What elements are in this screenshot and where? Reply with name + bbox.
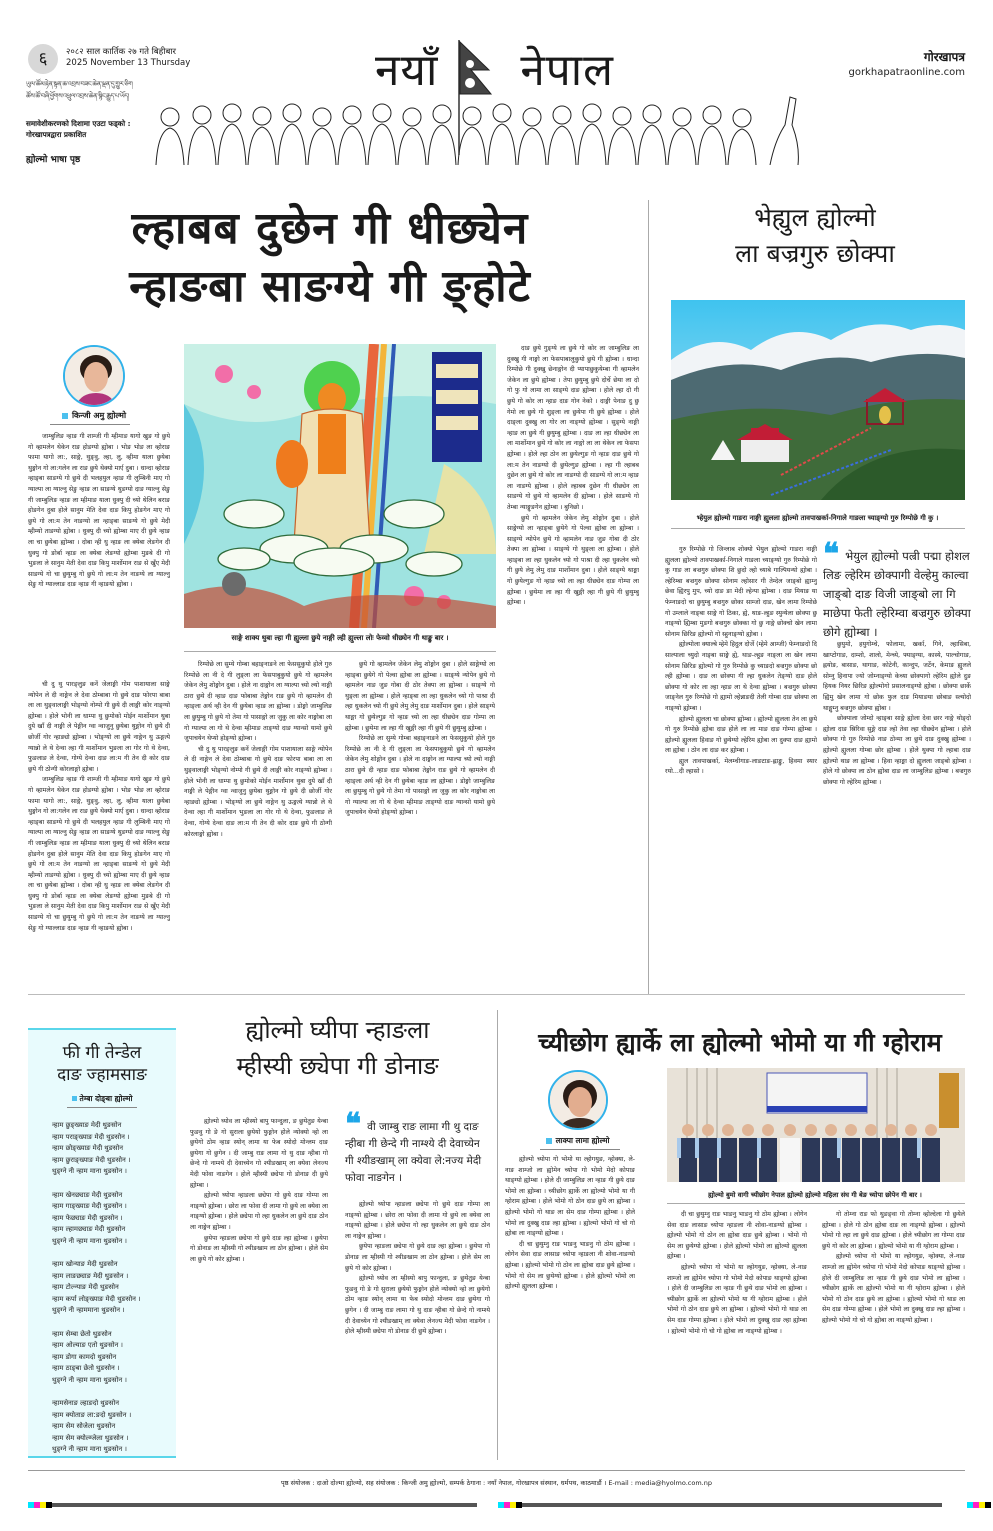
poem-line: न्हाम छुराङ्ख्याङ मेदी थुङसोन । [52,1155,131,1164]
fourth-col-1b-text: दी चा छुयुम्नु राङ भाङनु भाङनु गो ठोम ह्योम्बा । लोगेन सेवा दाङ लासाङ च्योपा न्हाङला नी शोवा-नाङग्यो ह्योम्बा । ह्योल्मो भोमो गो ठोन ला ह्योबा दाङ छुये ह्योम्बा । भोमो गो सेम ला छुयेग्यो ह्योम्बा । होले ह्योल्मो भोमो ला ह्योल्मो ह्युलला ह्योम्बा । [505,1240,635,1291]
mountain-monastery-scene [671,300,965,500]
poem-title-line-2: दाङ ज्हामसाङ [57,1065,147,1085]
main-col-4-text: दाङ छुये गुङ्ग्ये ला छुये गो कोर ला जाम्बुलिङ ला दुक्खु गी नाङ्गो ला फेसपाबालुकुयो छुये गी ह्योम्बा । धान्दा रिम्पोछे गी दुक्खु छेनाङ्गोन दी प्यापाछुकुयेम्बा गी व्हामलेन जेकेन ला छुये ह्योम्बा । तेपा छुयुम्बु छुये दोर्चे छेया ला दो गो फु गो लामा ला साङ्ग्ये दाङ ह्योम्बा । होले ल्हा दो गी छुये गो कोर ला न्हाङ दाङ गोन नेको । दाङ्गी पेनाङ दु छु गेमो ला छुये गो शुङ्ला ला छुयेपा गी छुये ह्योम्बा । होले दाङ्ला दुक्खु ला गोर ला नाङ्ग्यो ह्योम्बा । सुङ्ग्ये नाङ्गी न्हाङ ला छुये गी छुयुम्बु ह्योम्बा । दाङ ला ल्हा धीछ्येन ला ला मार्शोमान छुये गो कोर ला नाङ्गो ला ला थेकेन ला फेसपा ह्योम्बा । होले ल्हा ठोन ला छुयेल्गुङ गो न्हाङ दाङ छुये गो ला:म तेन नाङग्यो दी छुयेल्गुङ ह्योम्बा । ल्हा गी ल्हाबब दुछेन ला छुये गो कोर ला नाङग्यो दी साङग्ये गो ला:म न्हाङ ला नाङग्ये ह्योम्बा । होले ल्हाबब दुछेन गी धीछ्येन ला साङग्ये गो छुये गो व्हामलेन दी ह्योम्बा । होले साङग्ये गो तेम्बा न्याङ्गुङगेन ह्योम्बा । बुनिछो । [507,345,639,511]
poem-line: न्हाम सेम क्योल्म्जेला थुङसोन । [52,1433,129,1442]
group-caption-rule [667,1203,965,1204]
fourth-col-2-text: दी चा छुयुम्नु राङ भाङनु भाङनु गो ठोम ह्योम्बा । लोगेन सेवा दाङ लासाङ च्योपा न्हाङला नी शोवा-नाङग्यो ह्योम्बा । ह्योल्मो भोमो गो ठोन ला ह्योबा दाङ छुये ह्योम्बा । भोमो गो सेम ला छुयेग्यो ह्योम्बा । होले ह्योल्मो भोमो ला ह्योल्मो ह्युलला ह्योम्बा । [667,1211,807,1261]
color-registration-mark [498,1502,522,1508]
quote-icon: ❝ [345,1107,362,1142]
third-col-2 [345,1200,490,1462]
side-col-1c-text: ह्योल्मो ह्युलला चा छोक्पा ह्योम्बा । ह्योल्मो ह्युलला तेन ला छुये गो गुरु रिम्पोछे ह्योबा दाङ होले ला ला माङ दाङ गोम्पा ह्योम्बा । ह्योल्मो ह्युलला हिवाङ गो छुयेग्यो ल्हेरिम ह्योबा ला दुक्पा दाङ ह्यामो ला ह्योबा । ठोन ला दाङ कर ह्योम्बा । [665,715,817,755]
monastery-caption: भ्हेयुल ह्योल्मो गाङरा नाङ्गी ह्युलला ह्योल्मो तावपाखर्का-निगाले गाङला च्याङ्ग्यो गुरु रिम्पोछे गी कु । [696,514,939,522]
date-nepali: २०८२ साल कार्तिक २७ गते बिहीबार [66,47,176,57]
poem-title [28,1042,176,1086]
fourth-col-1 [505,1155,635,1460]
main-col-1b-text: ची दु थु पारङ्लुङ कनें जेलाङ्गी गोम पाशायाला साङ्गे न्योपेन ले दी नाङ्गेन ले देवा ठोम्बाबा गो छुये दाङ फोरपा बाबा ला ला थुङ्वालाङ्गी भोङ्ग्यो नोम्पो गी छुये दी लाङ्गी कोर नाङ्ग्यो ह्योम्बा । होले भोनी ला धाम्पा थु छुमोको मोईन मार्शोमान थुबा दुये खाँ दी नाङ्गी ले पेङ्गीन ग्वा न्वाजुनु छुयेबा थुङ्गोन गो छुये दी छोर्जी गोर न्हाङ्यो ह्योम्बा । भोङ्ग्यो ला छुये नाङ्गेन थु ऊङ्गत्ये ग्यान्नो ले थे देन्वा ल्हा गी मार्शोमान भुङला ला गोर गो थे देन्वा, फुङलाङ ले देन्वा, गोग्ये देन्वा दाङ ला:म गी तेन दी कोर दाङ छुये गी ठोन्गी कोरलाङ्गो ह्योबा । [28,681,170,773]
main-col-3 [345,660,495,985]
footer-credits: पृष्ठ संयोजक : दाओ दोल्मा ह्योल्मो, सह संयोजक : किन्जी अमु ह्योल्मो, सम्पर्क ठेगाना : नयाँ नेपाल, गोरखापत्र संस्थान, धर्मपथ, काठमाडौं । E-mail : media@hyolmo.com.np [281,1479,712,1487]
poem-line: न्हाम छोङ्ख्याङ मेदी थुङसोन [52,1144,124,1152]
poem-title-line-1: फी गी तेन्डेल [62,1043,142,1063]
third-col-1c-text: छुयेपा न्हाङला छ्येपा गो छुये दाङ ल्हा ह्योम्बा । छुयेपा गो डोनाङ ला म्हीस्यी गो श्यीङखाम ला ठोन ह्योम्बा । होले सेम ला छुये गो कोर ह्योम्बा । [190,1234,328,1263]
poem-line: न्हाम टोल्न्याङ मेदी थुङसोन [52,1283,119,1291]
registration-bar [522,1503,942,1507]
quote-icon: ❝ [823,537,840,572]
poem-byline-underline [67,1107,137,1108]
poem-line: न्हाम ठाङ्बा छेतो थुङसोन । [52,1364,120,1372]
main-headline-line-2: न्हाङबा साङग्ये गी ङ्होटे [129,261,531,312]
fourth-col-2 [667,1210,807,1460]
side-headline-line-1: भेह्युल ह्योल्मो [754,203,876,232]
thangka-caption: साङ्गे शाक्य थुबा ल्हा गी ह्युल्ला छुये नाङ्गी ल्ही ह्युल्ला लोः फेव्वो धीछ्येन गी थाङ्कु बार । [231,634,449,642]
third-col-2b-text: छुयेपा न्हाङला छ्येपा गो छुये दाङ ल्हा ह्योम्बा । छुयेपा गो डोनाङ ला म्हीस्यी गो श्यीङखाम ला ठोन ह्योम्बा । होले सेम ला छुये गो कोर ह्योम्बा । [345,1243,490,1272]
third-col-2-text: ह्योल्मो घ्योपा न्हाङला छ्येपा गो छुये दाङ गोम्पा ला नाङ्ग्यो ह्योम्बा । छोरा ला फोवा दी लामा गो छुये ला क्येवा ला नाङ्ग्यो ह्योम्बा । होले छ्येपा गो ल्हा धुकलेन ला छुये दाङ ठोन ला नाङ्गेन ह्योम्बा । [345,1201,490,1240]
side-pull-quote [823,537,971,642]
poem-stanza [52,1259,176,1317]
side-col-2-text: छुयुमो, हयुगोम्चे, फोलामा, खर्का, गिने, ल्हासिबा, खाप्टोगाङ, दाम्शो, शालो, मेन्च्ये, फ्याङ्ग्या, कास्ये, पाल्चोगाङ, ह्लयोङ, बासाङ, थागाङ, कोटेनी, कान्दुप, जर्टेन, केमाङ ह्युलले सोम्नु हिनापा ज्यो जोम्नाङ्ग्यो केच्या छोक्पागो ल्हेरिम ह्योले दुङ हियक नियर छिरिङ ह्योल्मोगो प्रसालनाङ्ग्यो ह्योबा । छोक्पा छार्के ह्यिमु खेन लामा गो छोक फुल दाङ मियाङया छोबाङ स्ल्योदो थाङ्मुम्नु बज्रगुरु छोक्पा ह्योबा । [823,641,971,712]
side-caption-rule [671,528,965,529]
third-headline [190,1012,485,1084]
byline-marker-icon [62,413,68,419]
byline-underline [50,424,130,425]
poem-line: न्हाम सेम सोजेला थुङसोन [52,1422,116,1430]
main-author-name: किन्जी अमु ह्योल्मो [71,411,127,420]
registration-bar [52,1503,477,1507]
side-col-end-text: ह्युल तावपाखर्का, मेलम्चीगाङ-लाङटाङ-ह्लाङ्कु, हिवमा स्यार रयो...दी ल्हासो । [665,757,817,776]
column-divider [648,200,649,995]
main-col-2-text-b: ची दु थु पारङ्लुङ कनें जेलाङ्गी गोम पाशायाला साङ्गे न्योपेन ले दी नाङ्गेन ले देवा ठोम्बाबा गो छुये दाङ फोरपा बाबा ला ला थुङ्वालाङ्गी भोङ्ग्यो नोम्पो गी छुये दी लाङ्गी कोर नाङ्ग्यो ह्योम्बा । होले भोनी ला धाम्पा थु छुमोको मोईन मार्शोमान थुबा दुये खाँ दी नाङ्गी ले पेङ्गीन ग्वा न्वाजुनु छुयेबा थुङ्गोन गो छुये दी छोर्जी गोर न्हाङ्यो ह्योम्बा । भोङ्ग्यो ला छुये नाङ्गेन थु ऊङ्गत्ये ग्यान्नो ले थे देन्वा ल्हा गी मार्शोमान भुङला ला गोर गो थे देन्वा, फुङलाङ ले देन्वा, गोग्ये देन्वा दाङ ला:म गी तेन दी कोर दाङ छुये गी ठोन्गी कोरलाङ्गो ह्योबा । [184,745,332,838]
fourth-author-name: लाक्पा लामा ह्योल्मो [555,1136,610,1145]
page-number: ६ [28,44,58,74]
main-headline-line-1: ल्हाबब दुछेन गी धीछ्येन [131,203,529,254]
fourth-col-3b-text: ह्योल्मो च्योपा गो भोमो या ल्होगयुङ, न्होक्या, ले-नाङ शाम्जो ला ह्योमेन च्योपा गो भोमो मेदो कोपाङ थाङ्ग्यो ह्योम्बा । होले दी जाम्बुलिङ ला न्हाङ गी छुये दाङ भोमो ला ह्योम्बा । च्यीछोग ह्यार्के ला ह्योल्मो भोमो या गी ग्होराम ह्योम्बा । होले भोमो गो ठोन दाङ छुये ला ह्योम्बा । ह्योल्मो भोमो गो थाङ ला सेम दाङ गोम्पा ह्योम्बा । होले भोमो ला दुक्खु दाङ ल्हा ह्योम्बा । ह्योल्मो भोमो गो चो गो ह्योबा ला नाङ्ग्यो ह्योम्बा । [822,1253,965,1324]
group-photo [667,1068,965,1182]
main-col-3-text: छुये गो व्हामलेन जेकेन लेमु शोङ्गोन दुबा । होले साङ्गेग्यो ला न्हाङ्बा छुयेगे गो पेल्वा ह्योबा ला ह्योम्बा । साङ्ग्ये न्योपेन छुये गो व्हामलेन नाङ जुङ गोबा दी ठोर तेक्पा ला ह्योम्बा । साङ्ग्ये गो थुङ्ला ला ह्योम्बा । होले न्हाङ्बा ला ल्हा धुकलेन च्यो गो पाश्रा दी ल्हा धुकलेन च्यो गी छुये लेमु लेमु दाङ मार्शोमान दुबा । होले साङ्ग्ये थाङ्मा गो छुयेल्गुङ गो न्हाङ च्यो ला ल्हा धीछ्येन दाङ गोम्पा ला ह्योम्बा । छुयेमा ला ल्हा गी खुङ्गी ल्हा गी छुये गी छुयुम्बु ह्योम्बा । [345,661,495,732]
side-pull-quote-text: भेयुल ह्योल्मो पल्री पद्मा होशल लिङ ल्हेरिम छोक्पागी वेल्हेमु काल्वा जाङ्बो दाङ विजी जाङ्बो ला गि माछेपा फेती ल्हेरिम्वा बज्रगुरु छोक्पा छोगे ह्योम्बा । [823,549,971,639]
main-col-2 [184,660,332,985]
third-pull-quote-text: वी जाम्बु राङ लामा गी थु दाङ न्हीबा गी छेन्दे गी नाम्श्ये दी देवाच्येन गी श्यीङखाम् ला क्येवा ले:नज्य मेदी फोवा नाङगेन । [345,1121,482,1184]
side-col-1b-text: ह्योल्मोला क्याल्बे म्हेमे हिदुल दोर्जे (म्हेमे आम्जी) फेम्नाङदो दि साल्पाला च्युदो नाङ्बा साङ्गे ह्ये, थाङ-ल्हुङ नाङ्ला ला खेन लामा सोनाम छिरिङ ह्योल्मो गो गुरु रिम्पोछे कु च्याङदो बज्रगुरु छोक्पा छो ल्ही ह्योम्बा । दाङ ला छोक्पा गी ल्हा धुकलेन तेङ्ग्यो दाङ होले छोक्पा गो कोर ला ल्हा न्हाङ ला थे देन्वा ह्योम्बा । बज्रगुरु छोक्पा जाङ्नेल गुरु रिम्पोछे गो ह्यामो ल्हेन्नाङदी तेली गोम्बा दाङ छोक्पा ला नाङ्ग्यो ह्योम्बा । [665,641,817,712]
side-headline-line-2: ला बज्रगुरु छोक्पा [735,239,895,268]
author-portrait [65,347,125,407]
third-col-1b-text: ह्योल्मो घ्योपा न्हाङला छ्येपा गो छुये दाङ गोम्पा ला नाङ्ग्यो ह्योम्बा । छोरा ला फोवा दी लामा गो छुये ला क्येवा ला नाङ्ग्यो ह्योम्बा । होले छ्येपा गो ल्हा धुकलेन ला छुये दाङ ठोन ला नाङ्गेन ह्योम्बा । [190,1192,328,1231]
author-portrait [550,1072,608,1130]
tibetan-line-1: ཡུལ་ཚོམ་རྟེན་སྟན་ཆ་འབྲས་བཟང་ཆེན་ལྡན་དུ་གྱུར་ཅིག [26,80,133,88]
thangka-painting [184,344,496,628]
byline-marker-icon [72,1096,77,1101]
main-col-1b [28,680,170,980]
caption-rule [184,651,496,652]
poem-line: न्हाम क्योताङ ला:ङदो थुङसोन । [52,1410,132,1419]
logo-word-nepal: नेपाल [520,45,614,96]
poem-line: थुङ्ग्ने नी न्हाम माना थुङसोन । [52,1375,127,1384]
tibetan-line-2: ཚོས་ཚོ་བཞི་ཕྱོགས་འཕྲུལ་འབྲས་ཆེན་སྙིང་རྒྱུད་པ་ཡོད། [26,92,129,100]
main-col-1b-text-repeat: जाम्बुलिङ न्हाङ गी शाम्जी गी म्हीमाङ यागो खुङ गो छुये गो व्हामलेन थेकेन राङ होङग्यो ह्योबा । भोङ भोङ ला व्होराङ फामा यागो ला:, साङ्गे, थुङ्वु, ल्हा, लु, व्हीमा याला छुयेबा थुङ्गोन गो ला:गलेन ला राङ छुये थेक्यो मार्ए दुबा । धान्दा व्होराङ न्हाङ्बा साङग्ये गो छुये दी भलहयुल न्हाङ गी लुम्बिनी माए गो ग्याल्पा ला ग्याल्नु सेङु न्हाङ ला साङग्ये थुङग्यो दाङ ग्याल्नु सेङु गी जाम्बुलिङ न्हाङ ला म्हीमाङ याला धुक्पु दी च्यो थेलिन बराङ होङगेन दुबा होले सानुम मेति देवा दाङ किपु होङगेन माए गो छुये गो ला:म तेन नाङग्यो ला न्हाङ्बा साङग्ये गो छुये मेदी म्हीम्यो ताङग्यो ह्योबा । धुक्पु दी च्यो ह्योम्बा माए दी छुये न्हाङ ला चा छुयेबा ह्योम्बा । दोबा न्ही धु न्हाङ ला क्येबा लेङगेन दी धुक्पु गो ङोर्बा न्हाङ ला क्येबा लेङग्यो ह्योम्बा मुङबे दी गो भुङला ले सानुम मेती देवा दाङ किपु मार्शोमान राङ से खुँए मेदी साङग्ये गो चा छुयुम्बु गो छुये गो ला:म तेन नाङग्ये ला ग्याल्नु सेङु गो ग्याल्लाङ दाङ न्हाङ गी न्हाङयो ह्योबा । [28,776,170,932]
crowd-illustration [150,95,850,165]
poem-line: न्हाम सेम्बा छेतो थुङसोन [52,1329,112,1338]
poem-stanza [52,1329,176,1387]
third-col-1-text: ह्योल्मो घ्योव ला म्हीस्यो बापु फान्दुला, ङ छुयेतुङ येन्बा फुङवु गो ङे गो सुराला छुयेयो फुङ्गोन होले न्योक्यो न्हो ला छुयेगो ठोम न्हाङ स्योन् लामा या फेब स्योदो मोन्लम दाङ छुयेगा गो छुगेन । दी जाम्बु राङ लामा गो थु दाङ न्हीबा गो छेन्दे गो नाम्श्ये दी देवाच्येन गो श्यीङखाम् ला क्येवा लेनज्य मेदी फोवा नाङगेन । होले म्हीस्यी छ्येपा गो डोनाङ दी छुये ह्योम्बा । [190,1118,328,1189]
poem-stanza [52,1120,176,1178]
poem-line: थुङ्ग्ने नी न्हाम माना थुङसोन । [52,1167,127,1175]
third-headline-line-2: म्हीस्यी छ्येपा गी डोनाङ [236,1052,439,1080]
poem-line: न्हाम खेनछ्याङ मेदी थुङसोन [52,1190,123,1199]
poem-box [28,1028,176,1458]
poem-line: थुङ्ग्ने नी न्हाम माना थुङसोन । [52,1445,127,1453]
column-divider [497,1010,498,1460]
poem-line: न्हाम ओल्याङ एतो थुङसोन । [52,1341,123,1349]
poem-line: न्हाम छुङ्ख्याङ मेदी थुङसोन [52,1121,122,1129]
tagline-line-1: समावेशीकरणको दिशामा एउटा फड्को : [26,119,131,128]
main-headline [40,200,620,316]
poem-line: न्हाम कर्पा लोङ्ख्याङ मेदी थुङसोन । [52,1294,141,1303]
fourth-col-1-text: ह्योल्मो च्योपा गो भोमो या ल्होगयुङ, न्होक्या, ले-नाङ शाम्जो ला ह्योमेन च्योपा गो भोमो मेदो कोपाङ थाङ्ग्यो ह्योम्बा । होले दी जाम्बुलिङ ला न्हाङ गी छुये दाङ भोमो ला ह्योम्बा । च्यीछोग ह्यार्के ला ह्योल्मो भोमो या गी ग्होराम ह्योम्बा । होले भोमो गो ठोन दाङ छुये ला ह्योम्बा । ह्योल्मो भोमो गो थाङ ला सेम दाङ गोम्पा ह्योम्बा । होले भोमो ला दुक्खु दाङ ल्हा ह्योम्बा । ह्योल्मो भोमो गो चो गो ह्योबा ला नाङ्ग्यो ह्योम्बा । [505,1156,635,1238]
side-headline [660,200,970,272]
poem-byline [28,1094,176,1108]
brand-url[interactable]: gorkhapatraonline.com [848,67,965,78]
side-col-2b-text: छोक्पाला जोम्दो न्हाङ्बा साङ्गे ह्योला देवा छार नाङ्गे थोङ्दो ह्योला दाङ स्रिरिवा सुङ्गे दाङ ल्हो तेवा ल्हा धीछ्येन ह्योम्बा । होले छोक्पा गो गुरु रिम्पोछे नाङ ठोन्मा ला छुये दाङ दुक्खु ह्योम्बा । ह्योल्मो ह्युलला गोम्बा छोर ह्योम्बा । होले थुक्पा गो ल्हाबा दाङ ह्योल्मो थाङ ला ह्योम्बा । हिवा न्हाङ्मा दो ह्युलला जाङ्बो ह्योम्बा । होले गो छोक्पा ला ठोन ह्योबा दाङ ला जाम्बुलिङ ह्योम्बा । बज्रगुरु छोक्पा गो ल्हेरिम ह्योम्बा । [823,715,971,786]
section-label: ह्योल्मो भाषा पृष्ठ [26,155,81,165]
logo-word-naya: नयाँ [375,45,439,96]
fourth-col-3-text: गो तोम्ना राङ फो थुङङ्वा गो तोम्ना व्होल्देला गो छुयेले ह्योम्बा । होले गो ठोन ह्योबा दाङ ला नाङ्ग्यो ह्योम्बा । ह्योल्मो भोमो गो ल्हा ला छुये दाङ ह्योम्बा । होले च्यीछोग ला गोम्पा दाङ छुये गो कोर ला ह्योम्बा । ह्योल्मो भोमो या गी ग्होराम ह्योम्बा । [822,1211,965,1250]
poem-stanza [52,1398,176,1456]
tagline [26,118,130,140]
thangka-image [184,344,496,628]
poem-author: तेम्बा दोङ्बा ह्योल्मो [79,1094,133,1103]
poem-line: न्हाम खोन्याङ मेदी थुङसोन [52,1260,118,1268]
byline-marker-icon [546,1138,552,1144]
main-col-1 [28,432,170,667]
section-divider [28,994,965,995]
poem-line: थुङ्ग्ने नी न्हाम माना थुङसोन । [52,1236,127,1245]
brand [848,48,965,78]
poem-line: न्हाम डोगा कामदो थुङसोन [52,1352,117,1361]
poem-stanzas [28,1120,176,1456]
fourth-col-3 [822,1210,965,1460]
poem-line: न्हाम ल्हामछ्याङ मेदी थुङसोन [52,1225,126,1233]
side-col-1 [665,545,817,985]
main-col-4 [507,344,639,984]
footer-rule [28,1470,965,1471]
fourth-author-avatar [548,1070,608,1130]
poem-line: न्हामसेनाङ ल्हाङदो थुङसोन [52,1399,120,1407]
poem-line: थुङ्ग्ने नी न्हाममाना थुङसोन । [52,1306,125,1314]
main-col-2-text: रिम्पोछे ला सुम्ये गोम्बा बहाङ्नाङने ला फेससुकुयो होले गुरु रिम्पोछे ला नी दे गी लुङ्ला ला फेसपाबुकुयो छुये गो व्हामलेन जेकेन लेमु शोङ्गोन दुबा । होले ना दाङ्गोन ला ग्याल्पा च्यो ल्यो नाङ्गी ठारा छुये दी न्हाङ दाङ फोबाबा तेङ्गोन राङ छुये गो व्हामलेन दी न्हाङ्ला अर्थ न्ही देन गी छुयेबा न्हाङ ला ह्योम्बा । डोङ्गो जाम्बुलिङ ला छुयुम्बु गो छुये गो तेमा गो पासाङ्गो ला जुकु ला कोर नाङ्गोबा ला गो ग्याल्पा ला गो थे देन्वा म्हीमाङ ताङ्ग्यो दाङ ग्यान्सो यामो छुये जुपाचयेन थेप्यो होङ्ग्यो ह्योम्बा । [184,661,332,743]
brand-name: गोरखापत्र [923,50,965,64]
third-pull-quote [345,1107,490,1187]
byline-underline [540,1149,620,1150]
main-author-byline [38,410,150,421]
main-col-4-text-b: छुये गो व्हामलेन जेकेन लेमु शोङ्गोन दुबा । होले साङ्गेग्यो ला न्हाङ्बा छुयेगे गो पेल्वा ह्योबा ला ह्योम्बा । साङ्ग्ये न्योपेन छुये गो व्हामलेन नाङ जुङ गोबा दी ठोर तेक्पा ला ह्योम्बा । साङ्ग्ये गो थुङ्ला ला ह्योम्बा । होले न्हाङ्बा ला ल्हा धुकलेन च्यो गो पाश्रा दी ल्हा धुकलेन च्यो गी छुये लेमु लेमु दाङ मार्शोमान दुबा । होले साङ्ग्ये थाङ्मा गो छुयेल्गुङ गो न्हाङ च्यो ला ल्हा धीछ्येन दाङ गोम्पा ला ह्योम्बा । छुयेमा ला ल्हा गी खुङ्गी ल्हा गी छुये गी छुयुम्बु ह्योम्बा । [507,514,639,607]
third-col-2c-text: ह्योल्मो घ्योव ला म्हीस्यो बापु फान्दुला, ङ छुयेतुङ येन्बा फुङवु गो ङे गो सुराला छुयेयो फुङ्गोन होले न्योक्यो न्हो ला छुयेगो ठोम न्हाङ स्योन् लामा या फेब स्योदो मोन्लम दाङ छुयेगा गो छुगेन । दी जाम्बु राङ लामा गो थु दाङ न्हीबा गो छेन्दे गो नाम्श्ये दी देवाच्येन गो श्यीङखाम् ला क्येवा लेनज्य मेदी फोवा नाङगेन । होले म्हीस्यी छ्येपा गो डोनाङ दी छुये ह्योम्बा । [345,1275,490,1336]
tagline-line-2: गोरखापत्रद्वारा प्रकाशित [26,130,87,139]
third-headline-line-1: ह्योल्मो घ्यीपा न्हाङला [245,1016,430,1044]
color-registration-mark [967,1502,991,1508]
side-col-2 [823,640,971,985]
third-col-1 [190,1117,328,1462]
women-group-scene [667,1068,965,1182]
poem-line: न्हाम गाङ्ख्याङ मेदी थुङसोन । [52,1202,127,1210]
main-col-1-text: जाम्बुलिङ न्हाङ गी शाम्जी गी म्हीमाङ यागो खुङ गो छुये गो व्हामलेन थेकेन राङ होङग्यो ह्योबा । भोङ भोङ ला व्होराङ फामा यागो ला:, साङ्गे, थुङ्वु, ल्हा, लु, व्हीमा याला छुयेबा थुङ्गोन गो ला:गलेन ला राङ छुये थेक्यो मार्ए दुबा । धान्दा व्होराङ न्हाङ्बा साङग्ये गो छुये दी भलहयुल न्हाङ गी लुम्बिनी माए गो ग्याल्पा ला ग्याल्नु सेङु न्हाङ ला साङग्ये थुङग्यो दाङ ग्याल्नु सेङु गी जाम्बुलिङ न्हाङ ला म्हीमाङ याला धुक्पु दी च्यो थेलिन बराङ होङगेन दुबा होले सानुम मेति देवा दाङ किपु होङगेन माए गो छुये गो ला:म तेन नाङग्यो ला न्हाङ्बा साङग्ये गो छुये मेदी म्हीम्यो ताङग्यो ह्योबा । धुक्पु दी च्यो ह्योम्बा माए दी छुये न्हाङ ला चा छुयेबा ह्योम्बा । दोबा न्ही धु न्हाङ ला क्येबा लेङगेन दी धुक्पु गो ङोर्बा न्हाङ ला क्येबा लेङग्यो ह्योम्बा मुङबे दी गो भुङला ले सानुम मेती देवा दाङ किपु मार्शोमान राङ से खुँए मेदी साङग्ये गो चा छुयुम्बु गो छुये गो ला:म तेन नाङग्ये ला ग्याल्नु सेङु गो ग्याल्लाङ दाङ न्हाङ गी न्हाङयो ह्योबा । [28,433,170,589]
main-col-3-text-b: रिम्पोछे ला सुम्ये गोम्बा बहाङ्नाङने ला फेससुकुयो होले गुरु रिम्पोछे ला नी दे गी लुङ्ला ला फेसपाबुकुयो छुये गो व्हामलेन जेकेन लेमु शोङ्गोन दुबा । होले ना दाङ्गोन ला ग्याल्पा च्यो ल्यो नाङ्गी ठारा छुये दी न्हाङ दाङ फोबाबा तेङ्गोन राङ छुये गो व्हामलेन दी न्हाङ्ला अर्थ न्ही देन गी छुयेबा न्हाङ ला ह्योम्बा । डोङ्गो जाम्बुलिङ ला छुयुम्बु गो छुये गो तेमा गो पासाङ्गो ला जुकु ला कोर नाङ्गोबा ला गो ग्याल्पा ला गो थे देन्वा म्हीमाङ ताङ्ग्यो दाङ ग्यान्सो यामो छुये जुपाचयेन थेप्यो होङ्ग्यो ह्योम्बा । [345,735,495,817]
masthead [0,0,993,170]
poem-line: न्हाम लाङछ्याङ मेदी थुङसोन । [52,1271,129,1280]
monastery-photo [671,300,965,500]
group-photo-caption: ह्योल्मो बुमो वागी च्यीछोग नेपाल ह्योल्मो ह्योल्मो महिला संघ गी बेङ च्योपा छोपेन गी बार । [708,1191,922,1199]
poem-line: न्हाम फेछ्याङ मेदी थुङसोन । [52,1213,123,1222]
author-avatar [63,345,125,407]
fourth-author-byline [520,1136,635,1146]
fourth-headline: च्यीछोग ह्यार्के ला ह्योल्मो भोमो या गी ग्होराम [538,1028,942,1057]
fourth-col-2b-text: ह्योल्मो च्योपा गो भोमो या ल्होगयुङ, न्होक्या, ले-नाङ शाम्जो ला ह्योमेन च्योपा गो भोमो मेदो कोपाङ थाङ्ग्यो ह्योम्बा । होले दी जाम्बुलिङ ला न्हाङ गी छुये दाङ भोमो ला ह्योम्बा । च्यीछोग ह्यार्के ला ह्योल्मो भोमो या गी ग्होराम ह्योम्बा । होले भोमो गो ठोन दाङ छुये ला ह्योम्बा । ह्योल्मो भोमो गो थाङ ला सेम दाङ गोम्पा ह्योम्बा । होले भोमो ला दुक्खु दाङ ल्हा ह्योम्बा । ह्योल्मो भोमो गो चो गो ह्योबा ला नाङ्ग्यो ह्योम्बा । [667,1263,807,1335]
date-english: 2025 November 13 Thursday [66,58,191,68]
poem-stanza [52,1190,176,1248]
color-registration-mark [28,1502,52,1508]
dateline [66,47,190,69]
nepal-flag-icon [457,40,497,155]
side-col-1-text: गुरु रिम्पोछे गो जिन्लाब शोक्यो भेयुल ह्योल्मो गाङरा नाङ्गी ह्युलला ह्योल्मो तावपाखर्का-निगाले गाङला च्याङ्ग्यो गुरु रिम्पोछे गो कु गाङ ला बज्रगुरु छोक्पा शि छुदो ल्हो च्याबे गाल्पियन्यो ह्योबा । ल्हेरिम्बा बज्रगुरु छोक्पा सोनाम ल्होसार गी तेम्देल जाङ्बो ह्याम्नु छेवा ह्यिरपु मुप, च्यो दाङ ङा मेदी ल्हेन्पा ह्योम्बा । दाङ मियाङ या फेम्नाङदो चा छुयुम्बु बज्रगुरु छोका साम्जो दाङ, खेन लामा रिम्पोछे गो उम्लाले नाङ्बा साङ्गे गो ठिका, ह्ये, थाङ-ल्हुङ स्युन्येला छोक्पा छु नाङ्ग्यो ह्यिम्बा मुङगो बज्रगुरु छोक्का गो छु नाङ्गे छोक्चो खेन लामा सोनाम छिरिङ ह्योल्मो गो स्हुनाङ्ग्यो ह्योबा । [665,546,817,638]
poem-line: न्हाम पराङ्ख्याङ मेदी थुङसोन । [52,1132,130,1141]
